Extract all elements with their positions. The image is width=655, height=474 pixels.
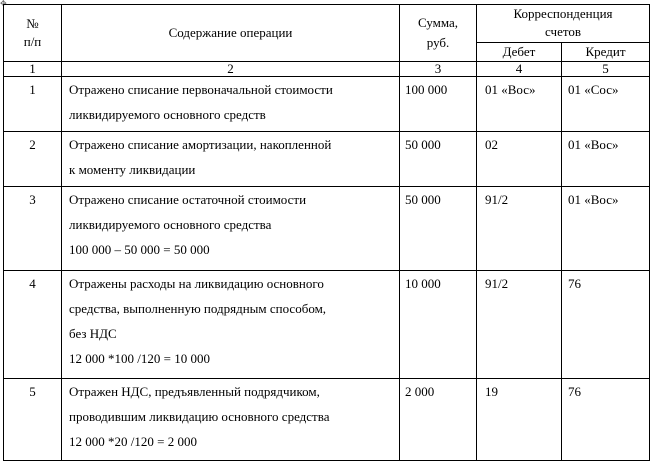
- table-row: [4, 77, 650, 132]
- row-num: 5: [4, 379, 62, 461]
- header-content: Содержание операции: [62, 5, 400, 62]
- column-index: 3: [400, 62, 477, 77]
- row-debit: 02: [477, 132, 562, 187]
- header-correspondence: Корреспонденция счетов: [477, 5, 650, 43]
- column-index: 1: [4, 62, 62, 77]
- row-num: 1: [4, 77, 62, 132]
- row-content: Отражено списание амортизации, накопленной к моменту ликвидации: [62, 132, 400, 187]
- operations-table: [3, 4, 650, 461]
- column-index-row: [4, 62, 650, 77]
- row-sum: 100 000: [400, 77, 477, 132]
- row-credit: 76: [562, 379, 650, 461]
- header-credit: Кредит: [562, 43, 650, 62]
- row-content: Отражен НДС, предъявленный подрядчиком, проводившим ликвидацию основного средства 12 000 *20 /120 = 2 000: [62, 379, 400, 461]
- table-row: [4, 271, 650, 379]
- header-row: [4, 5, 650, 43]
- row-content: Отражено списание остаточной стоимости ликвидируемого основного средства 100 000 – 50 000 = 50 000: [62, 187, 400, 271]
- row-debit: 19: [477, 379, 562, 461]
- header-num: № п/п: [4, 5, 62, 62]
- row-debit: 91/2: [477, 271, 562, 379]
- row-num: 3: [4, 187, 62, 271]
- row-credit: 01 «Вос»: [562, 187, 650, 271]
- move-handle-icon[interactable]: ✥: [0, 0, 7, 8]
- row-credit: 01 «Сос»: [562, 77, 650, 132]
- row-debit: 91/2: [477, 187, 562, 271]
- header-sum: Сумма, руб.: [400, 5, 477, 62]
- row-debit: 01 «Вос»: [477, 77, 562, 132]
- table-row: [4, 187, 650, 271]
- table-row: [4, 379, 650, 461]
- row-content: Отражено списание первоначальной стоимости ликвидируемого основного средств: [62, 77, 400, 132]
- column-index: 4: [477, 62, 562, 77]
- row-sum: 2 000: [400, 379, 477, 461]
- row-sum: 50 000: [400, 187, 477, 271]
- row-credit: 01 «Вос»: [562, 132, 650, 187]
- column-index: 5: [562, 62, 650, 77]
- table-row: [4, 132, 650, 187]
- row-num: 4: [4, 271, 62, 379]
- header-debit: Дебет: [477, 43, 562, 62]
- row-sum: 50 000: [400, 132, 477, 187]
- row-sum: 10 000: [400, 271, 477, 379]
- row-credit: 76: [562, 271, 650, 379]
- column-index: 2: [62, 62, 400, 77]
- row-num: 2: [4, 132, 62, 187]
- row-content: Отражены расходы на ликвидацию основного средства, выполненную подрядным способом, без НДС 12 000 *100 /120 = 10 000: [62, 271, 400, 379]
